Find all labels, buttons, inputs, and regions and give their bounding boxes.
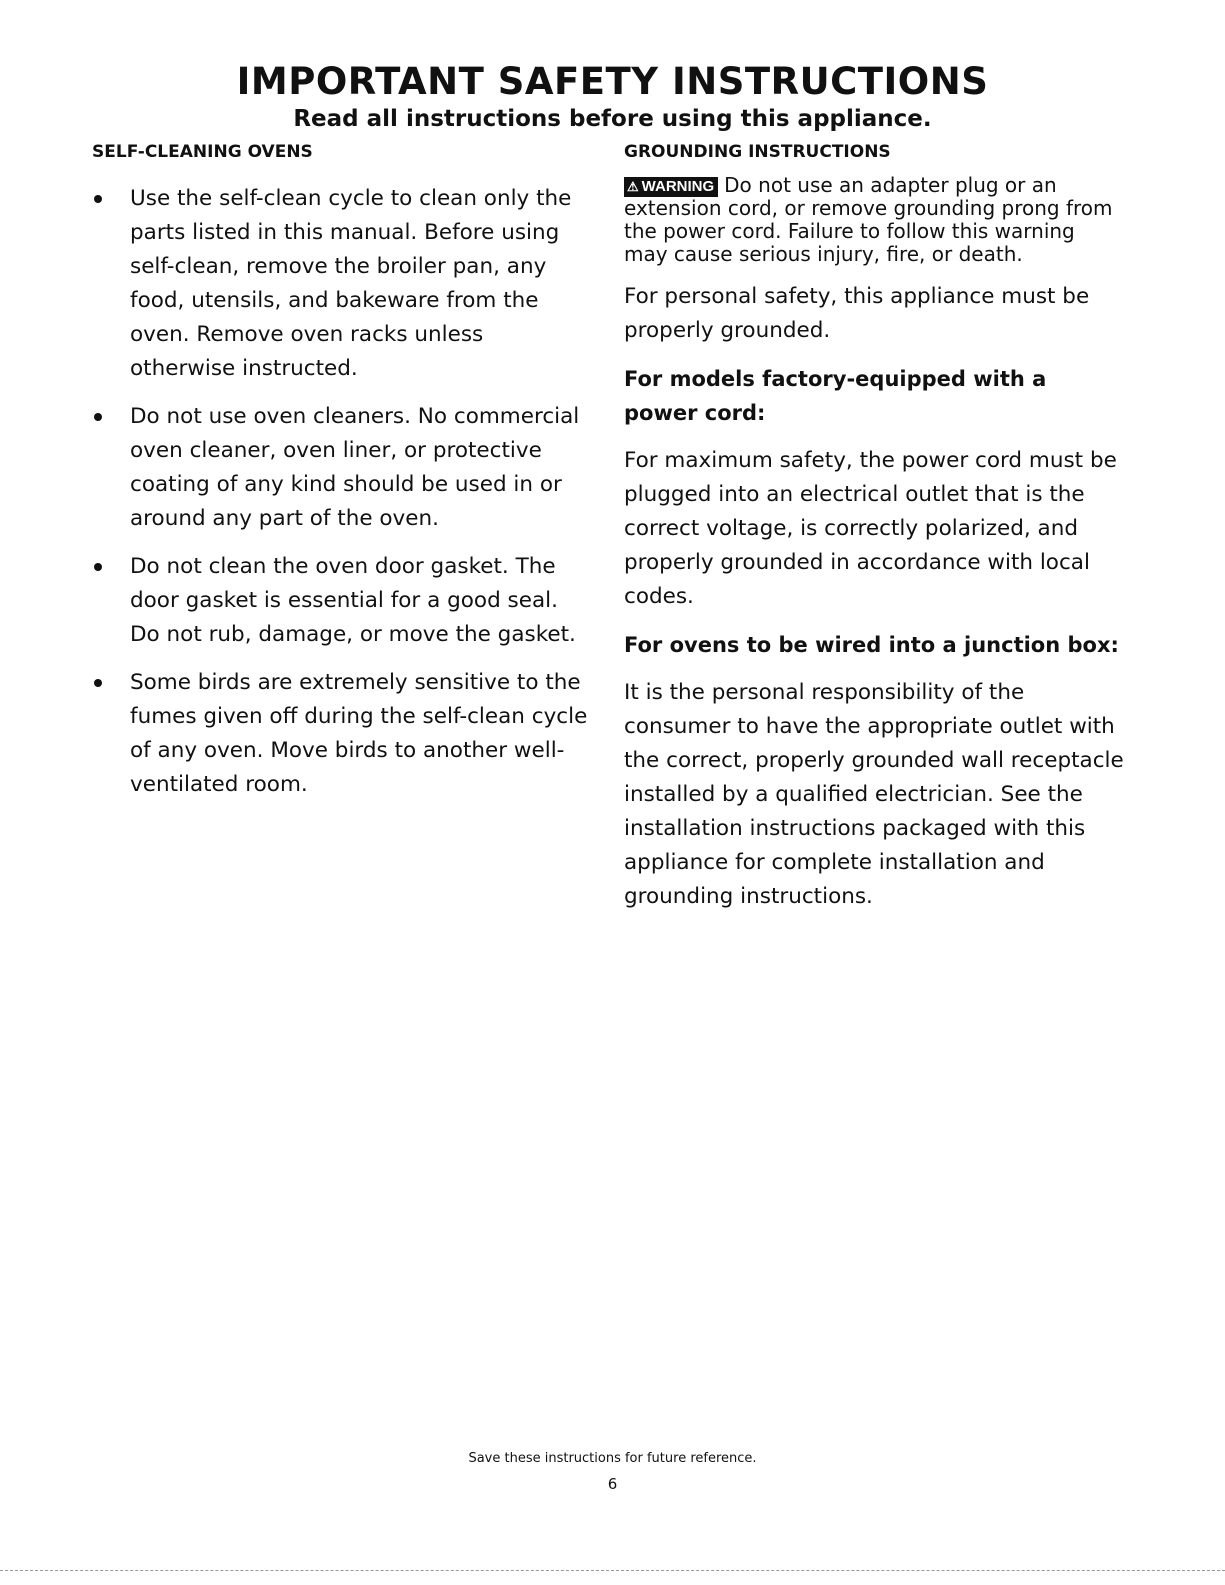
list-item-text: Do not use oven cleaners. No commercial oven cleaner, oven liner, or protective coating of any kind should be used in or around any part of the oven.	[130, 404, 580, 531]
bullet-icon	[94, 413, 102, 421]
power-cord-heading: For models factory-equipped with a power cord:	[624, 367, 1047, 425]
page-subtitle: Read all instructions before using this appliance.	[293, 106, 932, 132]
list-item-text: Some birds are extremely sensitive to the fumes given off during the self-clean cycle of any oven. Move birds to another well-ventilated room.	[130, 670, 588, 797]
grounding-heading: GROUNDING INSTRUCTIONS	[624, 142, 891, 162]
page-number: 6	[607, 1475, 618, 1493]
list-item	[92, 400, 592, 536]
grounding-section	[624, 140, 1124, 914]
self-cleaning-section	[92, 140, 592, 816]
bullet-icon	[94, 679, 102, 687]
list-item	[92, 666, 592, 802]
page-title: IMPORTANT SAFETY INSTRUCTIONS	[236, 60, 989, 103]
warning-triangle-icon: ⚠	[627, 179, 639, 194]
warning-badge-label: WARNING	[641, 178, 715, 195]
list-item-text: Use the self-clean cycle to clean only the parts listed in this manual. Before using self-clean, remove the broiler pan, any food, utensils, and bakeware from the oven. Remove oven racks unless otherwise instructed.	[130, 186, 572, 381]
page-bottom-rule	[0, 1570, 1225, 1571]
list-item-text: Do not clean the oven door gasket. The door gasket is essential for a good seal. Do not rub, damage, or move the gasket.	[130, 554, 576, 647]
warning-text: Do not use an adapter plug or an extension cord, or remove grounding prong from the power cord. Failure to follow this warning may cause serious injury, fire, or death.	[624, 173, 1113, 266]
junction-box-heading: For ovens to be wired into a junction box:	[624, 633, 1119, 657]
bullet-icon	[94, 195, 102, 203]
footer-note: Save these instructions for future reference.	[468, 1451, 757, 1466]
list-item	[92, 550, 592, 652]
personal-safety-text: For personal safety, this appliance must be properly grounded.	[624, 284, 1090, 343]
junction-box-text: It is the personal responsibility of the consumer to have the appropriate outlet with the correct, properly grounded wall receptacle installed by a qualified electrician. See the installation instructions packaged with this appliance for complete installation and grounding instructions.	[624, 680, 1124, 909]
self-cleaning-heading: SELF-CLEANING OVENS	[92, 142, 313, 162]
list-item	[92, 182, 592, 386]
power-cord-text: For maximum safety, the power cord must be plugged into an electrical outlet that is the correct voltage, is correctly polarized, and properly grounded in accordance with local codes.	[624, 448, 1117, 609]
bullet-icon	[94, 563, 102, 571]
warning-paragraph	[624, 174, 1124, 266]
self-cleaning-list	[92, 182, 592, 802]
warning-badge	[624, 177, 718, 197]
